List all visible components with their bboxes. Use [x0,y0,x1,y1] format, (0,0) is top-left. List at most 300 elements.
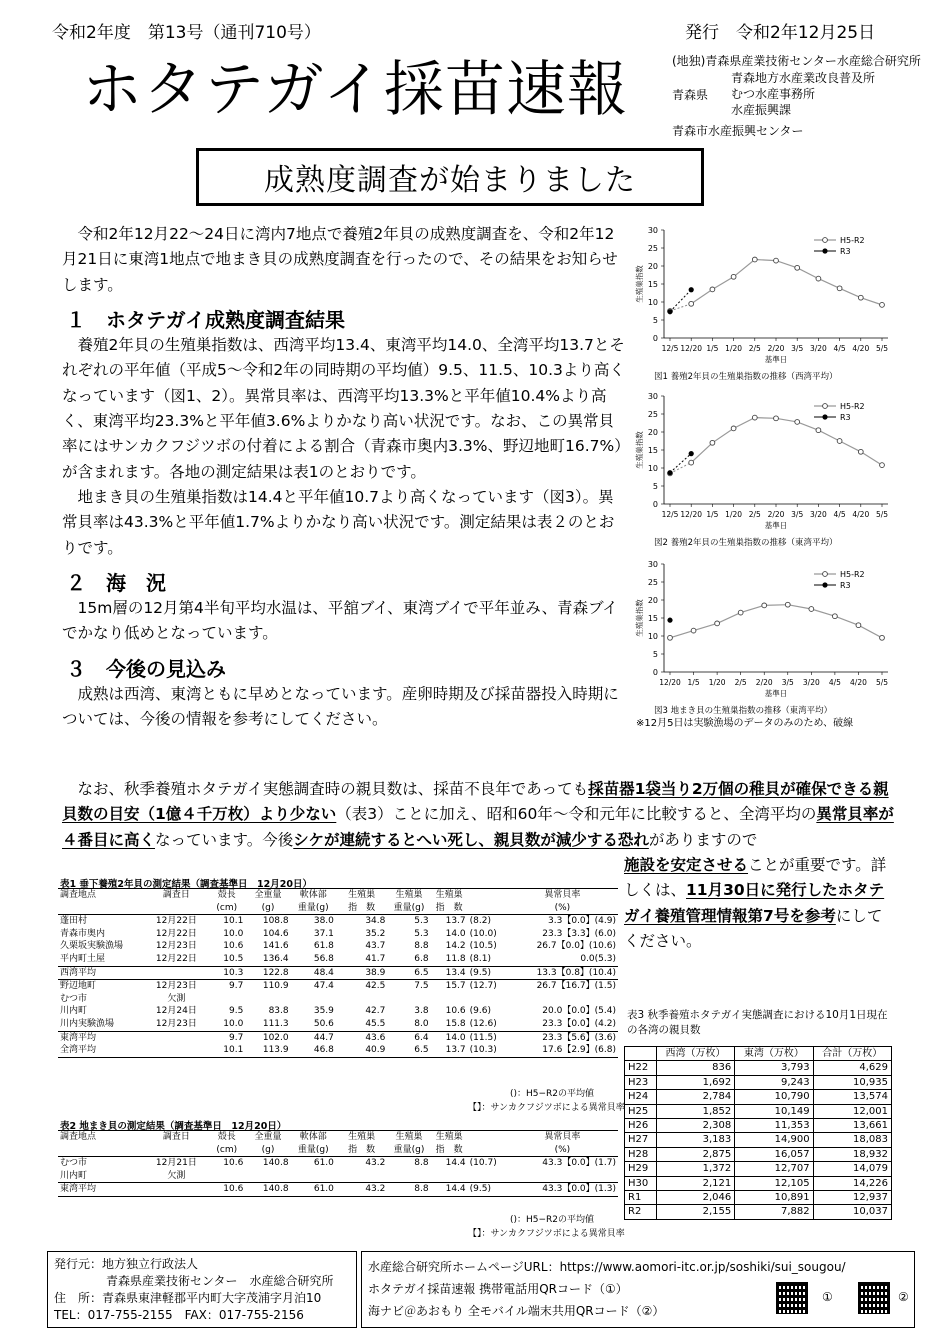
emphasis-run: 異常貝率が４番目に高く [62,805,894,849]
table3-row [625,1205,892,1219]
chart-title: 図3 地まき貝の生殖巣指数の推移（東湾平均） [654,706,833,716]
series-h5r2-point [832,614,837,619]
table-row [58,1170,618,1183]
table3-cell: 16,057 [735,1147,813,1161]
table-cell: 44.7 [291,1031,336,1044]
table-cell: 12月23日 [155,941,197,952]
table-header-cell [468,902,507,915]
table3-cell: 3,183 [656,1133,734,1147]
table3-caption: 表3 秋季養殖ホタテガイ実態調査における10月1日現在の各湾の親貝数 [627,1009,888,1036]
series-h5r2-line [691,418,882,466]
table3-header-cell: 合計（万枚） [813,1047,891,1061]
legend-r3-label: R3 [840,581,851,590]
x-tick-label: 3/5 [781,678,794,687]
qr-code-1-icon[interactable] [776,1282,808,1314]
table-cell: (10.3) [468,1044,507,1057]
y-tick-label: 15 [647,446,658,455]
table-cell: 川内実験漁場 [60,1018,115,1029]
table-cell: 113.9 [245,1044,290,1057]
table-row [58,1031,618,1044]
qr2-label: ② [898,1290,909,1304]
series-r3-point [667,309,672,314]
table-cell: (10.7) [469,1158,497,1169]
x-tick-label: 2/20 [767,344,785,353]
x-axis-label: 基準日 [764,355,788,364]
y-tick-label: 20 [647,262,658,271]
table-cell: 110.9 [245,980,290,993]
table-cell: 12月22日 [155,953,197,964]
section-3-paragraph-2 [62,777,896,853]
x-tick-label: 3/5 [791,344,804,353]
x-tick-label: 1/5 [706,344,719,353]
table-cell [387,1170,430,1183]
table-cell: 全湾平均 [58,1044,144,1057]
series-h5r2-line [670,605,882,638]
x-tick-label: 5/5 [875,344,889,353]
table3-cell: 14,226 [813,1176,891,1190]
x-tick-label: 3/5 [791,510,804,519]
table-header-cell: 殻長 [208,889,245,902]
table-cell: 12月23日 [155,1018,197,1029]
table-cell: 61.0 [291,1183,336,1197]
x-tick-label: 3/20 [802,678,820,687]
table-cell: 13.3【0.8】(10.4) [507,966,618,980]
table-header-cell: 軟体部 [291,1131,336,1144]
table3-cell: 10,149 [735,1104,813,1118]
table3-cell: 10,935 [813,1075,891,1089]
legend-h5r2-marker [823,404,828,409]
table-header-cell: 調査地点 [58,1131,144,1144]
table-cell: (10.0) [469,928,497,939]
table-header-cell: 指 数 [336,1144,387,1157]
table3-cell: 4,629 [813,1061,891,1075]
y-axis-label: 生殖巣指数 [635,599,644,637]
table3-row [625,1119,892,1133]
publisher-phone: TEL：017-755-2155 FAX：017-755-2156 [54,1308,304,1322]
table2 [58,1130,618,1197]
table-cell: 136.4 [262,953,289,964]
series-h5r2-point [858,295,863,300]
table-cell: (9.5) [468,1183,507,1197]
table3-cell: 2,046 [656,1191,734,1205]
table-row [58,1157,618,1170]
table-cell: 38.9 [336,966,387,980]
table3-cell: H25 [625,1104,657,1118]
table-header-cell: 生殖巣 [431,889,468,902]
emphasis-run: 11月30日に発行したホタテガイ養殖管理情報第7号を参考 [624,881,885,925]
table-cell: 43.3【0.0】(1.3) [507,1183,618,1197]
table-cell: (9.5) [468,966,507,980]
x-tick-label: 1/20 [725,344,743,353]
series-h5r2-point [880,635,885,640]
table-cell: 14.4 [431,1183,468,1197]
table-cell: (8.1) [469,953,491,964]
org-main: (地独)青森県産業技術センター水産総合研究所 [672,54,921,68]
table-cell: 45.5 [365,1018,386,1029]
table3-cell: H27 [625,1133,657,1147]
table-row [58,993,618,1006]
series-r3-point [667,470,672,475]
table-cell: 122.8 [245,966,290,980]
y-tick-label: 10 [647,632,658,641]
table-cell: 10.6 [223,1158,244,1169]
x-tick-label: 3/20 [809,344,827,353]
table-header-cell [58,1144,144,1157]
table-header-cell: 調査地点 [58,889,144,902]
table-cell: 56.8 [313,953,334,964]
series-r3-point [689,451,694,456]
series-h5r2-point [710,440,715,445]
table-cell [507,1170,618,1183]
x-tick-label: 1/20 [725,510,743,519]
x-tick-label: 4/5 [833,510,846,519]
main-text [62,222,626,733]
table-cell: むつ市 [60,993,88,1004]
table-header-cell: (%) [507,1144,618,1157]
section-3-paragraph-2-cont [624,853,896,954]
series-r3-line [670,454,691,473]
legend-h5r2-label: H5-R2 [840,236,865,245]
table3-row [625,1104,892,1118]
org-pref: 青森県 [672,88,709,102]
section-3-paragraph-1: 成熟は西湾、東湾ともに早めとなっています。産卵時期及び採苗器投入時期については、今後の情報を参考にしてください。 [62,685,619,729]
publisher-address: 住 所：青森県東津軽郡平内町大字茂浦字月泊10 [54,1291,322,1305]
table-cell: 40.9 [336,1044,387,1057]
table-row [58,966,618,980]
y-tick-label: 0 [652,500,658,509]
table-cell: 10.3 [208,966,245,980]
table-cell: 10.1 [223,916,244,927]
table3-cell: 3,793 [735,1061,813,1075]
table-header-cell [58,902,144,915]
table3-cell: 1,372 [656,1162,734,1176]
table-header-cell: 調査日 [144,889,208,902]
table-cell: 6.8 [414,953,429,964]
table3-cell: 14,900 [735,1133,813,1147]
table-cell: 43.7 [365,941,386,952]
table-cell: 青森市奥内 [60,928,106,939]
x-tick-label: 4/20 [850,678,867,687]
table-header-cell: 調査日 [144,1131,208,1144]
table-cell: 141.6 [262,941,289,952]
table-header-cell: 重量(g) [387,902,430,915]
series-h5r2-point [816,276,821,281]
table-cell: 140.8 [262,1158,289,1169]
table-header-cell: 重量(g) [387,1144,430,1157]
subtitle: 成熟度調査が始まりました [264,163,636,198]
table-cell: 83.8 [268,1006,289,1017]
table-cell: 12月24日 [155,1006,197,1017]
y-tick-label: 15 [647,280,658,289]
x-tick-label: 12/20 [680,344,703,353]
legend-h5r2-label: H5-R2 [840,570,865,579]
series-h5r2-point [774,416,779,421]
series-h5r2-dashed-segment [670,463,691,474]
y-tick-label: 25 [647,244,658,253]
table-cell: 欠測 [167,993,186,1004]
table-cell: 38.0 [313,916,334,927]
table-cell: 欠測 [167,1170,186,1181]
series-r3-point [667,618,672,623]
table1 [58,888,618,1058]
table-cell: 15.7 [431,980,468,993]
table-header-cell: (%) [507,902,618,915]
table-cell: 26.7【16.7】(1.5) [507,980,618,993]
table-cell [144,1183,208,1197]
table-cell [468,1170,507,1183]
table-cell: (11.5) [468,1031,507,1044]
publish-date: 発行 令和2年12月25日 [685,23,876,43]
line-chart-1 [634,222,896,382]
table3-header-row [625,1047,892,1061]
table-header-cell: 軟体部 [291,889,336,902]
table-cell: 9.5 [229,1006,244,1017]
table-cell: 42.5 [336,980,387,993]
x-tick-label: 1/5 [706,510,719,519]
table-cell: 48.4 [291,966,336,980]
series-h5r2-point [710,287,715,292]
org-sub-item: 水産振興課 [731,103,792,117]
table-cell [144,1044,208,1057]
table3-cell: 1,692 [656,1075,734,1089]
table-cell: 140.8 [245,1183,290,1197]
table-cell: 108.8 [262,916,289,927]
table3-cell: H30 [625,1176,657,1190]
table-header-cell: 異常貝率 [507,889,618,902]
y-axis-label: 生殖巣指数 [635,265,644,303]
table3-cell: 2,155 [656,1205,734,1219]
series-h5r2-point [731,426,736,431]
table3-cell: R1 [625,1191,657,1205]
table-cell: 35.9 [313,1006,334,1017]
table-row [58,1183,618,1197]
table3-header-cell [625,1047,657,1061]
table-cell: 47.4 [291,980,336,993]
table-cell: 10.0 [223,928,244,939]
legend-r3-marker [822,248,827,253]
table-header-cell: (g) [245,1144,290,1157]
table1-caption: 表1 垂下養殖2年貝の測定結果（調査基準日 12月20日） [60,879,312,890]
legend-r3-label: R3 [840,247,851,256]
table-cell: 23.3【5.6】(3.6) [507,1031,618,1044]
table3-grid [624,1046,892,1220]
subtitle-box [196,148,704,206]
text-run: （表3）ことに加え、昭和60年～令和元年に比較すると、全湾平均の [336,805,817,824]
legend-r3-label: R3 [840,413,851,422]
table-cell: 川内町 [60,1170,88,1181]
table-cell: 23.3【3.3】(6.0) [542,928,616,939]
table-header-cell: (cm) [208,1144,245,1157]
table-header-cell [144,1144,208,1157]
table3-cell: 13,661 [813,1119,891,1133]
section-1-paragraph-2: 地まき貝の生殖巣指数は14.4と平年値10.7より高くなっています（図3）。異常貝率は43.3%と平年値1.7%よりかなり高い状況です。測定結果は表２のとおりです。 [62,487,615,557]
table2-grid [58,1130,618,1197]
table-header-cell [468,889,507,902]
table-cell: 東湾平均 [58,1183,144,1197]
table3-cell: 7,882 [735,1205,813,1219]
series-h5r2-point [809,607,814,612]
table-cell: 10.6 [208,1183,245,1197]
table3-cell: 18,932 [813,1147,891,1161]
table3-cell: 2,121 [656,1176,734,1190]
text-run: ことが重要です。詳しくは、 [624,856,887,900]
x-tick-label: 1/20 [708,678,726,687]
table3-cell: 10,790 [735,1090,813,1104]
y-tick-label: 10 [647,464,658,473]
y-tick-label: 20 [647,596,658,605]
table3-cell: 836 [656,1061,734,1075]
table1-grid [58,888,618,1058]
x-tick-label: 12/5 [661,344,679,353]
series-h5r2-point [858,449,863,454]
series-h5r2-point [715,621,720,626]
table-header-cell: 重量(g) [291,902,336,915]
series-r3-point [689,287,694,292]
table-cell [245,993,290,1006]
table-cell: 9.7 [208,1031,245,1044]
legend-h5r2-label: H5-R2 [840,402,865,411]
y-tick-label: 0 [652,668,658,677]
table-cell: 43.2 [365,1158,386,1169]
table-cell: 43.3【0.0】(1.7) [542,1158,616,1169]
table-cell: 14.0 [445,928,466,939]
table-header-cell: 殻長 [208,1131,245,1144]
table-cell: むつ市 [60,1158,88,1169]
table-cell: 43.2 [336,1183,387,1197]
table3-header-cell: 東湾（万枚） [735,1047,813,1061]
table-cell [431,1170,468,1183]
y-axis-label: 生殖巣指数 [635,431,644,469]
series-r3-line [670,290,691,312]
table-header-row [58,1144,618,1157]
chart-title: 図1 養殖2年貝の生殖巣指数の推移（西湾平均） [654,372,838,382]
y-tick-label: 5 [652,316,658,325]
table-cell [507,993,618,1006]
table-cell: 5.3 [414,928,429,939]
table-header-cell: (cm) [208,902,245,915]
table-header-row [58,902,618,915]
chart-note: ※12月5日は実験漁場のデータのみのため、破線 [636,718,854,729]
legend-r3-marker [822,582,827,587]
table-header-cell: 生殖巣 [336,1131,387,1144]
table-cell: 7.5 [387,980,430,993]
table-cell: 104.6 [262,928,289,939]
table-cell: 12月21日 [155,1158,197,1169]
table-row [58,1005,618,1018]
issue-number: 令和2年度 第13号（通刊710号） [52,23,321,43]
y-tick-label: 0 [652,334,658,343]
table3-row [625,1090,892,1104]
y-tick-label: 5 [652,650,658,659]
legend-r3-marker [822,414,827,419]
series-h5r2-point [689,301,694,306]
table-cell: 34.8 [365,916,386,927]
table3-cell: 2,784 [656,1090,734,1104]
table-cell: 川内町 [60,1006,88,1017]
table3-cell: 12,001 [813,1104,891,1118]
table-cell: 14.0 [431,1031,468,1044]
table3-cell: H28 [625,1147,657,1161]
table3-cell: 10,891 [735,1191,813,1205]
series-h5r2-point [668,635,673,640]
table-header-cell: 生殖巣 [387,889,430,902]
y-tick-label: 30 [647,226,658,235]
table3-cell: H22 [625,1061,657,1075]
table-cell: 蓬田村 [60,916,88,927]
table-row [58,940,618,953]
org-sub-item: むつ水産事務所 [731,87,816,101]
qr-code-2-icon[interactable] [858,1282,890,1314]
table3-cell: 10,037 [813,1205,891,1219]
table3-cell: 12,105 [735,1176,813,1190]
table-cell: 20.0【0.0】(5.4) [542,1006,616,1017]
y-tick-label: 25 [647,410,658,419]
intro-paragraph: 令和2年12月22～24日に湾内7地点で養殖2年貝の成熟度調査を、令和2年12月21日に東湾1地点で地まき貝の成熟度調査を行ったので、その結果をお知らせします。 [62,225,618,294]
table-cell: 13.7 [431,1044,468,1057]
table-cell: 8.8 [414,1158,429,1169]
table-cell: 8.8 [414,941,429,952]
table-header-cell: 指 数 [336,902,387,915]
table-cell: 5.3 [414,916,429,927]
x-tick-label: 4/5 [833,344,846,353]
homepage-url[interactable]: 水産総合研究所ホームページURL：https://www.aomori-itc.or.jp/soshiki/sui_sougou/ [368,1260,846,1274]
series-h5r2-point [752,415,757,420]
table-cell: 102.0 [245,1031,290,1044]
x-tick-label: 12/20 [659,678,681,687]
table-row [58,928,618,941]
table-header-cell: 指 数 [431,902,468,915]
text-run: なっています。今後 [155,830,294,849]
table-cell: 12月22日 [155,916,197,927]
section-2-title: ２ 海 況 [66,570,166,595]
table2-note-2: 【】：サンカクフジツボによる異常貝率 [468,1229,625,1239]
table3-cell: 11,353 [735,1119,813,1133]
x-axis-label: 基準日 [764,689,788,698]
table2-note-1: ()：H5−R2の平均値 [510,1215,595,1225]
section-1-paragraph-1: 養殖2年貝の生殖巣指数は、西湾平均13.4、東湾平均14.0、全湾平均13.7とそれぞれの平年値（平成5～令和2年の同時期の平均値）9.5、11.5、10.3より高くなっています（図1、2）。異常貝率は、西湾平均13.3%と平年値10.4%より高く、東湾平均23.3%と平年値3.6%よりかなり高い状況です。なお、この異常貝率にはサンカクフジツボの付着による割合（青森市奥内3.3%、野辺地町16.7%）が含まれます。各地の測定結果は表1のとおりです。 [62,336,625,481]
text-run: にしてください。 [624,906,883,950]
qr2-description: 海ナビ＠あおもり 全モバイル端末共用QRコード（②） [368,1304,665,1318]
table-cell: 10.6 [445,1006,466,1017]
table-header-cell: 全重量 [245,889,290,902]
table-cell: (9.6) [469,1006,491,1017]
table3-cell: 2,875 [656,1147,734,1161]
table-header-row [58,889,618,902]
table-header-cell [468,1131,507,1144]
series-h5r2-point [856,623,861,628]
table-cell: 17.6【2.9】(6.8) [507,1044,618,1057]
table-header-cell: 異常貝率 [507,1131,618,1144]
table-cell: 61.0 [313,1158,334,1169]
table3-cell: R2 [625,1205,657,1219]
table-header-cell: 生殖巣 [387,1131,430,1144]
table3-cell: H24 [625,1090,657,1104]
table-cell: 6.5 [387,1044,430,1057]
table-cell: 14.4 [445,1158,466,1169]
table-cell [291,993,336,1006]
qr1-description: ホタテガイ採苗速報 携帯電話用QRコード（①） [368,1282,628,1296]
table3-row [625,1075,892,1089]
table3-row [625,1191,892,1205]
table-header-row [58,1131,618,1144]
x-tick-label: 12/20 [680,510,703,519]
table-cell: 6.4 [387,1031,430,1044]
table-cell: 10.0 [223,1018,244,1029]
table-cell: 43.6 [336,1031,387,1044]
chart-svg [634,556,896,716]
table-cell: 12月22日 [155,928,197,939]
chart-svg [634,388,896,548]
